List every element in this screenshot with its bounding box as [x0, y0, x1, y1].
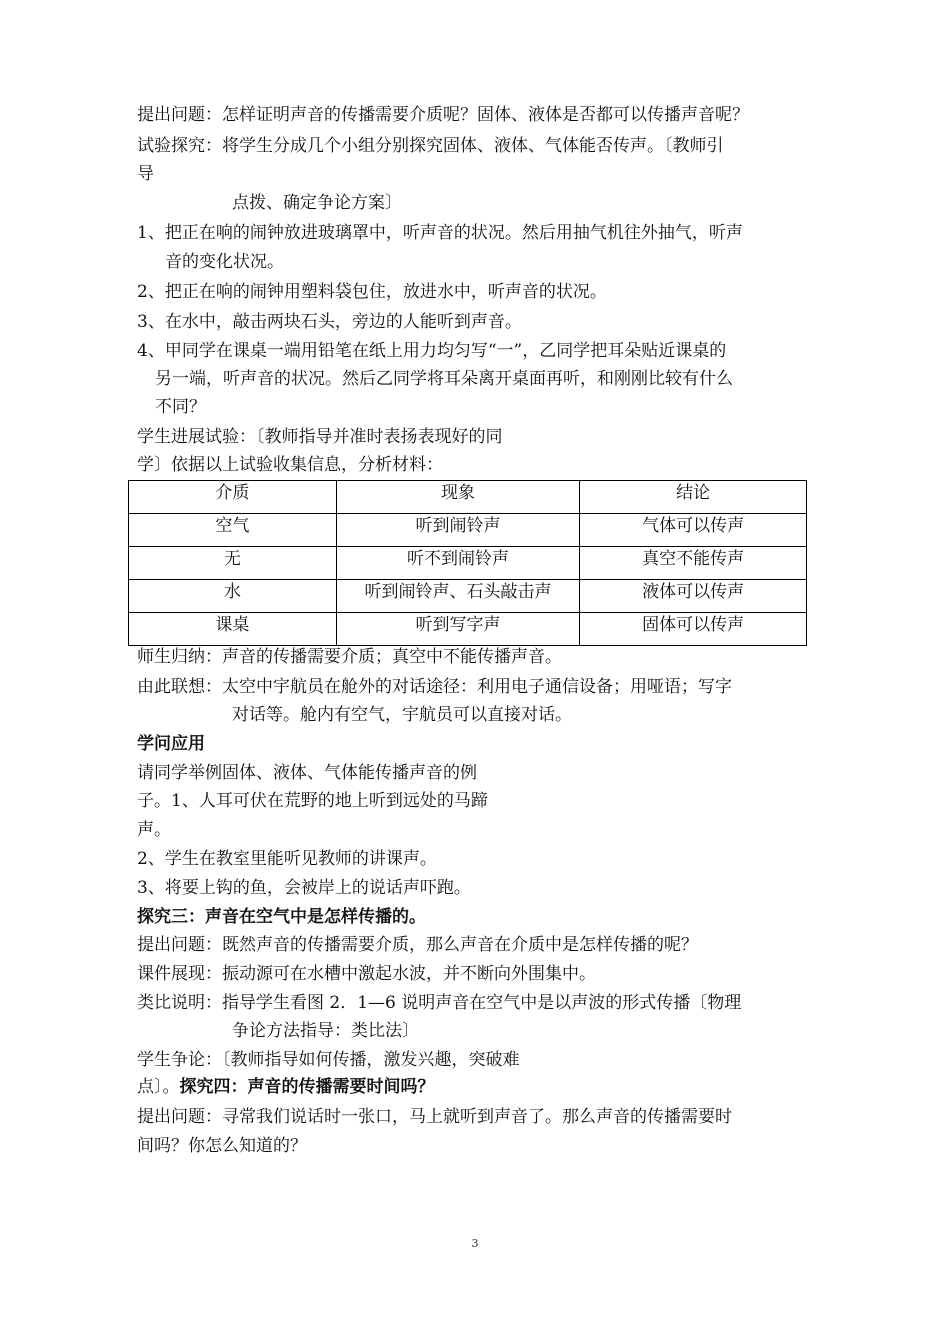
- table-cell: 听到闹铃声: [336, 514, 580, 547]
- table-header-cell: 现象: [336, 481, 580, 514]
- line-29: [137, 1076, 435, 1098]
- section-heading-explore-3: 探究三：声音在空气中是怎样传播的。: [137, 907, 426, 927]
- line-5: 1、把正在响的闹钟放进玻璃罩中，听声音的状况。然后用抽气机往外抽气，听声: [137, 223, 743, 243]
- line-10: 另一端，听声音的状况。然后乙同学将耳朵离开桌面再听，和刚刚比较有什么: [155, 369, 733, 389]
- table-cell: 听到写字声: [336, 613, 580, 646]
- line-31: 间吗？你怎么知道的？: [137, 1136, 307, 1156]
- line-26: 类比说明：指导学生看图 2．1—6 说明声音在空气中是以声波的形式传播〔物理: [137, 993, 742, 1013]
- line-18: 请同学举例固体、液体、气体能传播声音的例: [137, 763, 477, 783]
- line-16: 对话等。舱内有空气，宇航员可以直接对话。: [232, 705, 572, 725]
- table-cell: 无: [129, 547, 337, 580]
- page-number: 3: [471, 1237, 479, 1250]
- table-cell: 听不到闹铃声: [336, 547, 580, 580]
- line-4: 点拨、确定争论方案〕: [232, 193, 402, 213]
- table-cell: 课桌: [129, 613, 337, 646]
- table-cell: 固体可以传声: [580, 613, 807, 646]
- table-cell: 液体可以传声: [580, 580, 807, 613]
- section-heading-knowledge: 学问应用: [137, 734, 205, 754]
- line-15: 由此联想：太空中宇航员在舱外的对话途径：利用电子通信设备；用哑语；写字: [137, 677, 732, 697]
- line-7: 2、把正在响的闹钟用塑料袋包住，放进水中，听声音的状况。: [137, 282, 607, 302]
- line-1: 提出问题：怎样证明声音的传播需要介质呢？固体、液体是否都可以传播声音呢？: [137, 105, 749, 125]
- data-table: [128, 480, 807, 646]
- table-header-row: [129, 481, 807, 514]
- line-11: 不同？: [155, 397, 206, 417]
- line-6: 音的变化状况。: [165, 252, 284, 272]
- line-8: 3、在水中，敲击两块石头，旁边的人能听到声音。: [137, 312, 522, 332]
- line-25: 课件展现：振动源可在水槽中激起水波，并不断向外围集中。: [137, 964, 596, 984]
- line-30: 提出问题：寻常我们说话时一张口，马上就听到声音了。那么声音的传播需要时: [137, 1107, 732, 1127]
- table-cell: 真空不能传声: [580, 547, 807, 580]
- line-21: 2、学生在教室里能听见教师的讲课声。: [137, 849, 437, 869]
- line-29-start: 点〕。: [137, 1077, 180, 1097]
- table-row: [129, 547, 807, 580]
- line-13: 学〕依据以上试验收集信息，分析材料：: [137, 455, 443, 475]
- table-header-cell: 介质: [129, 481, 337, 514]
- line-27: 争论方法指导：类比法〕: [232, 1021, 419, 1041]
- table-header-cell: 结论: [580, 481, 807, 514]
- line-19: 子。1、人耳可伏在荒野的地上听到远处的马蹄: [137, 791, 488, 811]
- table-cell: 水: [129, 580, 337, 613]
- line-24: 提出问题：既然声音的传播需要介质，那么声音在介质中是怎样传播的呢？: [137, 935, 698, 955]
- line-9: 4、甲同学在课桌一端用铅笔在纸上用力均匀写“一”，乙同学把耳朵贴近课桌的: [137, 341, 727, 361]
- table-cell: 气体可以传声: [580, 514, 807, 547]
- line-3: 导: [137, 164, 154, 184]
- table-row: [129, 613, 807, 646]
- line-12: 学生进展试验：〔教师指导并准时表扬表现好的同: [137, 427, 503, 447]
- table-row: [129, 580, 807, 613]
- line-28: 学生争论：〔教师指导如何传播，激发兴趣，突破难: [137, 1050, 520, 1070]
- line-20: 声。: [137, 820, 171, 840]
- line-14: 师生归纳：声音的传播需要介质；真空中不能传播声音。: [137, 647, 562, 667]
- table-cell: 空气: [129, 514, 337, 547]
- line-2: 试验探究：将学生分成几个小组分别探究固体、液体、气体能否传声。〔教师引: [137, 136, 724, 156]
- table-row: [129, 514, 807, 547]
- table-cell: 听到闹铃声、石头敲击声: [336, 580, 580, 613]
- line-22: 3、将要上钩的鱼，会被岸上的说话声吓跑。: [137, 878, 471, 898]
- section-heading-explore-4: 探究四：声音的传播需要时间吗？: [179, 1077, 435, 1097]
